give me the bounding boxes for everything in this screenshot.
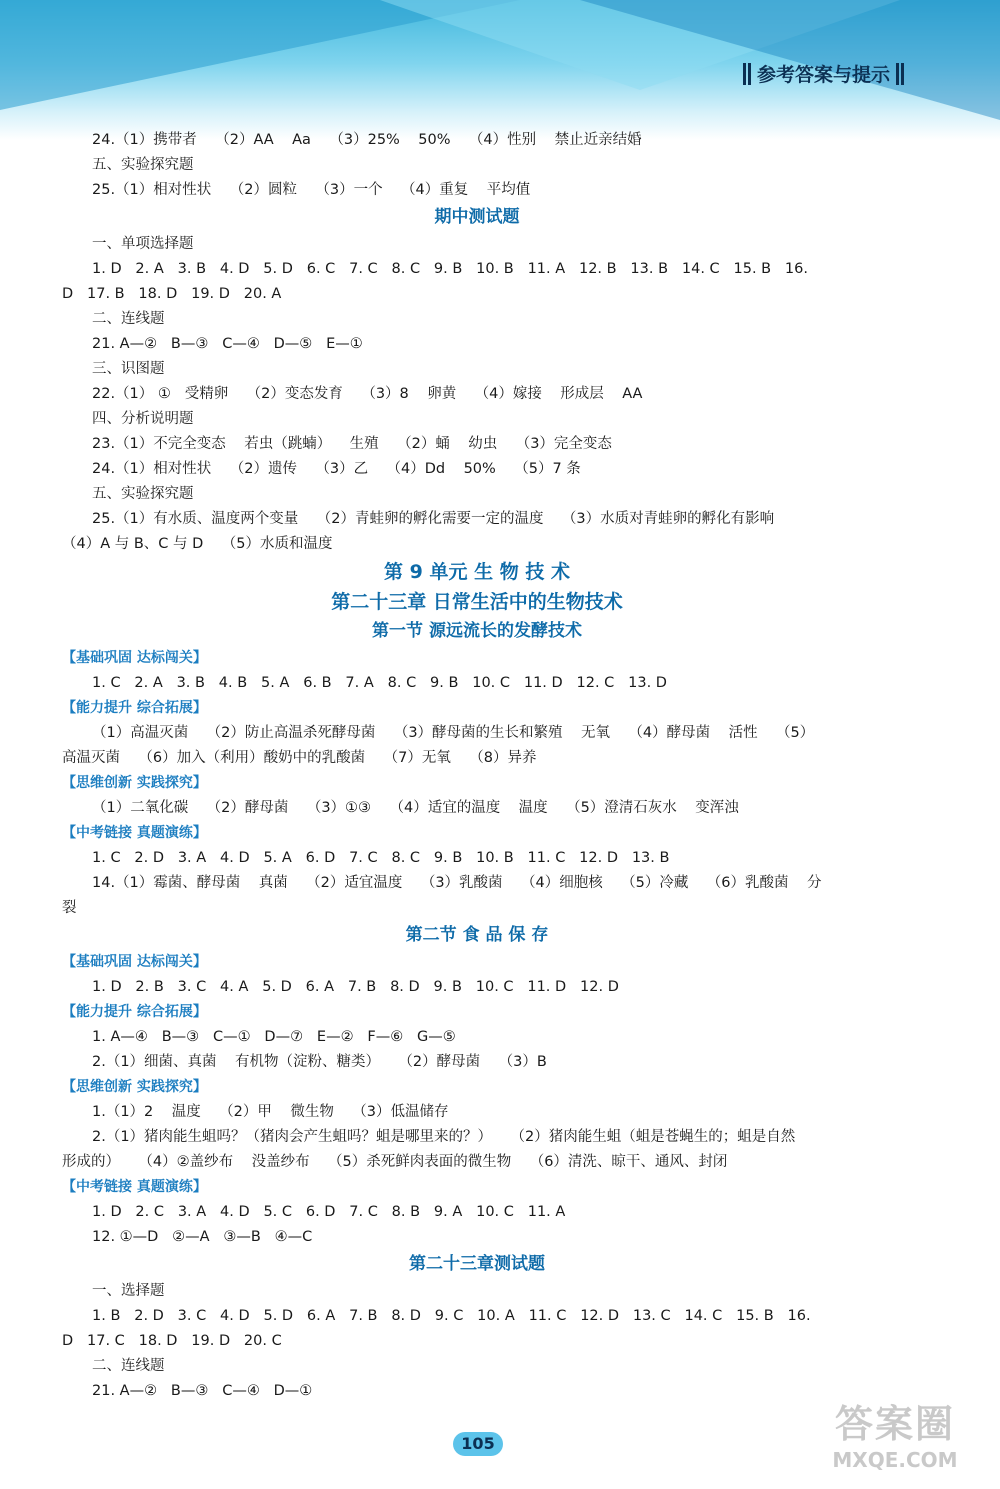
answer-line: 12. ①—D ②—A ③—B ④—C xyxy=(92,1229,313,1245)
page-number: 105 xyxy=(453,1432,503,1456)
answer-line: 1. B 2. D 3. C 4. D 5. D 6. A 7. B 8. D 9. C 10. A 11. C 12. D 13. C 14. C 15. B 16. xyxy=(92,1308,811,1324)
watermark-logo: 答案圈 xyxy=(834,1402,955,1446)
answer-line: 25.（1）有水质、温度两个变量 （2）青蛙卵的孵化需要一定的温度 （3）水质对青蛙卵的孵化有影响 xyxy=(92,511,775,527)
exercise-tag: 【基础巩固 达标闯关】 xyxy=(62,650,207,666)
exercise-tag: 【中考链接 真题演练】 xyxy=(62,1179,207,1195)
section-title: 第二十三章测试题 xyxy=(409,1254,545,1274)
answer-line: 2.（1）细菌、真菌 有机物（淀粉、糖类） （2）酵母菌 （3）B xyxy=(92,1054,547,1070)
exercise-tag: 【基础巩固 达标闯关】 xyxy=(62,954,207,970)
answer-line-continued: 高温灭菌 （6）加入（利用）酸奶中的乳酸菌 （7）无氧 （8）异养 xyxy=(62,750,537,766)
answer-line: 一、单项选择题 xyxy=(92,236,194,252)
answer-content xyxy=(62,128,892,1404)
answer-line: 1. C 2. A 3. B 4. B 5. A 6. B 7. A 8. C 9. B 10. C 11. D 12. C 13. D xyxy=(92,675,667,691)
answer-line: 三、识图题 xyxy=(92,361,165,377)
answer-line: 五、实验探究题 xyxy=(92,486,194,502)
double-bar-icon xyxy=(743,63,751,85)
answer-line: 14.（1）霉菌、酵母菌 真菌 （2）适宜温度 （3）乳酸菌 （4）细胞核 （5）冷藏 （6）乳酸菌 分 xyxy=(92,875,822,891)
section-title: 第二节 食 品 保 存 xyxy=(405,925,549,945)
answer-line-continued: D 17. C 18. D 19. D 20. C xyxy=(62,1333,282,1349)
section-title: 第一节 源远流长的发酵技术 xyxy=(372,621,582,641)
exercise-tag: 【能力提升 综合拓展】 xyxy=(62,1004,207,1020)
answer-line: 一、选择题 xyxy=(92,1283,165,1299)
answer-line: 二、连线题 xyxy=(92,1358,165,1374)
section-label xyxy=(743,60,904,87)
answer-line: 24.（1）相对性状 （2）遗传 （3）乙 （4）Dd 50% （5）7 条 xyxy=(92,461,581,477)
answer-line: 21. A—② B—③ C—④ D—⑤ E—① xyxy=(92,336,363,352)
answer-line: （1）二氧化碳 （2）酵母菌 （3）①③ （4）适宜的温度 温度 （5）澄清石灰水 变浑浊 xyxy=(92,800,739,816)
exercise-tag: 【思维创新 实践探究】 xyxy=(62,775,207,791)
answer-line: 四、分析说明题 xyxy=(92,411,194,427)
answer-line: 1. D 2. B 3. C 4. A 5. D 6. A 7. B 8. D 9. B 10. C 11. D 12. D xyxy=(92,979,619,995)
chapter-title: 第 9 单元 生 物 技 术 xyxy=(384,561,570,583)
answer-line-continued: （4）A 与 B、C 与 D （5）水质和温度 xyxy=(62,536,333,552)
answer-line: （1）高温灭菌 （2）防止高温杀死酵母菌 （3）酵母菌的生长和繁殖 无氧 （4）酵母菌 活性 （5） xyxy=(92,725,815,741)
header-band xyxy=(0,0,1000,140)
watermark xyxy=(800,1400,990,1482)
exercise-tag: 【思维创新 实践探究】 xyxy=(62,1079,207,1095)
answer-line: 23.（1）不完全变态 若虫（跳蝻） 生殖 （2）蛹 幼虫 （3）完全变态 xyxy=(92,436,612,452)
answer-line: 1. D 2. C 3. A 4. D 5. C 6. D 7. C 8. B 9. A 10. C 11. A xyxy=(92,1204,566,1220)
double-bar-icon xyxy=(896,63,904,85)
answer-line: 2.（1）猪肉能生蛆吗？（猪肉会产生蛆吗？蛆是哪里来的？） （2）猪肉能生蛆（蛆是苍蝇生的；蛆是自然 xyxy=(92,1129,796,1145)
exercise-tag: 【能力提升 综合拓展】 xyxy=(62,700,207,716)
answer-line: 五、实验探究题 xyxy=(92,157,194,173)
exercise-tag: 【中考链接 真题演练】 xyxy=(62,825,207,841)
answer-line: 24.（1）携带者 （2）AA Aa （3）25% 50% （4）性别 禁止近亲结婚 xyxy=(92,132,642,148)
answer-line: 1. D 2. A 3. B 4. D 5. D 6. C 7. C 8. C 9. B 10. B 11. A 12. B 13. B 14. C 15. B 16. xyxy=(92,261,808,277)
answer-line: 1.（1）2 温度 （2）甲 微生物 （3）低温储存 xyxy=(92,1104,449,1120)
answer-line-continued: D 17. B 18. D 19. D 20. A xyxy=(62,286,282,302)
watermark-url: MXQE.COM xyxy=(832,1448,958,1472)
answer-line-continued: 形成的） （4）②盖纱布 没盖纱布 （5）杀死鲜肉表面的微生物 （6）清洗、晾干、通风、封闭 xyxy=(62,1154,728,1170)
answer-line: 二、连线题 xyxy=(92,311,165,327)
answer-line: 1. A—④ B—③ C—① D—⑦ E—② F—⑥ G—⑤ xyxy=(92,1029,456,1045)
answer-line: 25.（1）相对性状 （2）圆粒 （3）一个 （4）重复 平均值 xyxy=(92,182,531,198)
section-title: 期中测试题 xyxy=(434,207,520,227)
section-label-text: 参考答案与提示 xyxy=(756,64,890,86)
answer-line-continued: 裂 xyxy=(62,900,77,916)
answer-line: 22.（1） ① 受精卵 （2）变态发育 （3）8 卵黄 （4）嫁接 形成层 AA xyxy=(92,386,643,402)
chapter-title: 第二十三章 日常生活中的生物技术 xyxy=(331,591,623,613)
answer-line: 1. C 2. D 3. A 4. D 5. A 6. D 7. C 8. C 9. B 10. B 11. C 12. D 13. B xyxy=(92,850,670,866)
answer-line: 21. A—② B—③ C—④ D—① xyxy=(92,1383,313,1399)
